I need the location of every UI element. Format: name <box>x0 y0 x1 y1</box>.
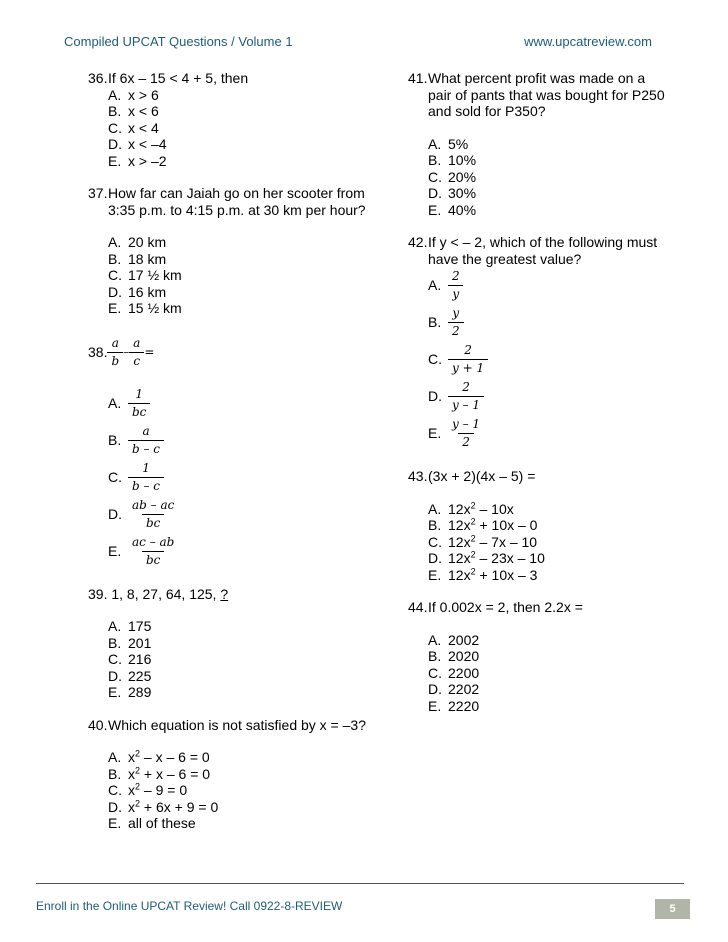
question-number: 43. <box>408 468 428 484</box>
option-e: E. x > –2 <box>108 152 167 169</box>
question-text: Which equation is not satisfied by x = –3? <box>108 716 366 733</box>
stem-fraction-1: $\frac{a}{b}$ <box>107 335 123 370</box>
options-list <box>88 749 388 832</box>
options-list <box>88 234 388 317</box>
option-e: E. $12x^2 + 10x - 3$ <box>428 565 538 583</box>
option-b: B. 2020 <box>428 648 480 664</box>
option-b: B. $x^2 + x - 6 = 0$ <box>108 764 211 782</box>
option-a: A. 2002 <box>428 631 480 648</box>
question-44 <box>408 599 668 714</box>
option-d: D. $12x^2 - 23x - 10$ <box>428 549 545 566</box>
option-e: E. $\frac{ac - ab}{bc}$ <box>108 534 175 567</box>
header-title: Compiled UPCAT Questions / Volume 1 <box>64 34 293 49</box>
question-number: 42. <box>408 234 428 250</box>
option-b: B. $12x^2 + 10x - 0$ <box>428 516 538 533</box>
option-e: E. 2220 <box>428 697 480 714</box>
option-b: B. 201 <box>108 634 152 651</box>
question-number: 44. <box>408 599 428 615</box>
option-a: A. $\frac{1}{bc}$ <box>108 385 388 422</box>
option-d: D. 16 km <box>108 283 167 300</box>
left-column <box>88 70 388 832</box>
option-e: E. 289 <box>108 684 152 700</box>
option-c: C. x < 4 <box>108 119 159 136</box>
option-b: B. $\frac{a}{b - c}$ <box>108 422 388 459</box>
option-c: C. $\frac{1}{b - c}$ <box>108 459 388 496</box>
option-a: A. $x^2 - x - 6 = 0$ <box>108 748 210 765</box>
question-41 <box>408 70 668 218</box>
question-number: 38. <box>88 344 108 361</box>
options-list <box>408 632 668 715</box>
question-38: 38. $\frac{a}{b}$ – $\frac{a}{c}$ = A. $\frac{1}{bc}$ B. $\frac{a}{b - c}$ C. $\frac{1}{b - c}$ D. $\frac{ab - ac}{bc}$ E. $\frac{ac - ab}{bc}$ <box>88 333 388 570</box>
right-column <box>408 70 668 714</box>
options-list <box>408 136 668 219</box>
options-list <box>88 385 388 570</box>
question-text: What percent profit was made on a pair of pants that was bought for P250 and sold for P350? <box>428 70 665 119</box>
answer-blank: ? <box>220 585 229 602</box>
option-d: D. $x^2 + 6x + 9 = 0$ <box>108 797 219 815</box>
option-e: E. $\frac{y - 1}{2}$ <box>428 417 481 449</box>
option-d: D. x < –4 <box>108 136 167 152</box>
option-c: C. $x^2 - 9 = 0$ <box>108 781 188 798</box>
option-b: B. x < 6 <box>108 103 159 119</box>
question-text: If 6x – 15 < 4 + 5, then <box>108 70 249 86</box>
option-c: C. 20% <box>428 168 477 185</box>
option-d: D. 225 <box>108 667 152 684</box>
options-list <box>408 501 668 584</box>
footer-divider <box>36 883 684 884</box>
question-43 <box>408 468 668 583</box>
option-c: C. 17 ½ km <box>108 267 182 283</box>
option-d: D. 2202 <box>428 681 480 697</box>
option-c: C. $\frac{2}{y + 1}$ <box>428 341 668 378</box>
question-text: If y < – 2, which of the following must have the greatest value? <box>428 234 658 267</box>
question-text: If 0.002x = 2, then 2.2x = <box>428 599 583 615</box>
option-a: A. 175 <box>108 618 152 634</box>
option-c: C. $12x^2 - 7x - 10$ <box>428 532 538 550</box>
options-list <box>88 618 388 701</box>
option-c: C. 216 <box>108 651 152 667</box>
footer-promo[interactable]: Enroll in the Online UPCAT Review! Call 0922-8-REVIEW <box>36 899 343 913</box>
question-39 <box>88 586 388 701</box>
options-list <box>408 267 668 452</box>
question-number: 40. <box>88 716 108 733</box>
question-37 <box>88 185 388 317</box>
option-b: B. 10% <box>428 152 477 168</box>
question-40 <box>88 717 388 832</box>
option-a: A. 20 km <box>108 234 167 250</box>
option-e: E. 15 ½ km <box>108 300 182 316</box>
question-text: (3x + 2)(4x – 5) = <box>428 468 536 484</box>
page-number-badge: 5 <box>655 899 690 919</box>
question-number: 36. <box>88 70 108 86</box>
option-b: B. 18 km <box>108 250 167 267</box>
option-b: B. $\frac{y}{2}$ <box>428 304 668 341</box>
header-url[interactable]: www.upcatreview.com <box>524 34 652 49</box>
stem-fraction-2: $\frac{a}{c}$ <box>129 335 144 370</box>
option-d: D. $\frac{ab - ac}{bc}$ <box>108 497 175 530</box>
options-list <box>88 87 388 170</box>
option-a: A. $12x^2 - 10x$ <box>428 499 514 517</box>
question-number: 41. <box>408 70 428 86</box>
question-text: 1, 8, 27, 64, 125, <box>111 585 221 602</box>
option-a: A. 5% <box>428 135 469 152</box>
question-number: 39. <box>88 585 108 602</box>
option-e: E. all of these <box>108 815 196 831</box>
option-e: E. 40% <box>428 201 477 218</box>
question-36 <box>88 70 388 169</box>
question-text: How far can Jaiah go on her scooter from 3:35 p.m. to 4:15 p.m. at 30 km per hour? <box>108 185 366 218</box>
option-a: A. $\frac{2}{y}$ <box>428 267 668 304</box>
option-a: A. x > 6 <box>108 86 159 103</box>
question-number: 37. <box>88 185 108 201</box>
option-d: D. $\frac{2}{y - 1}$ <box>428 378 668 415</box>
question-42 <box>408 234 668 452</box>
option-d: D. 30% <box>428 185 477 201</box>
option-c: C. 2200 <box>428 664 480 681</box>
